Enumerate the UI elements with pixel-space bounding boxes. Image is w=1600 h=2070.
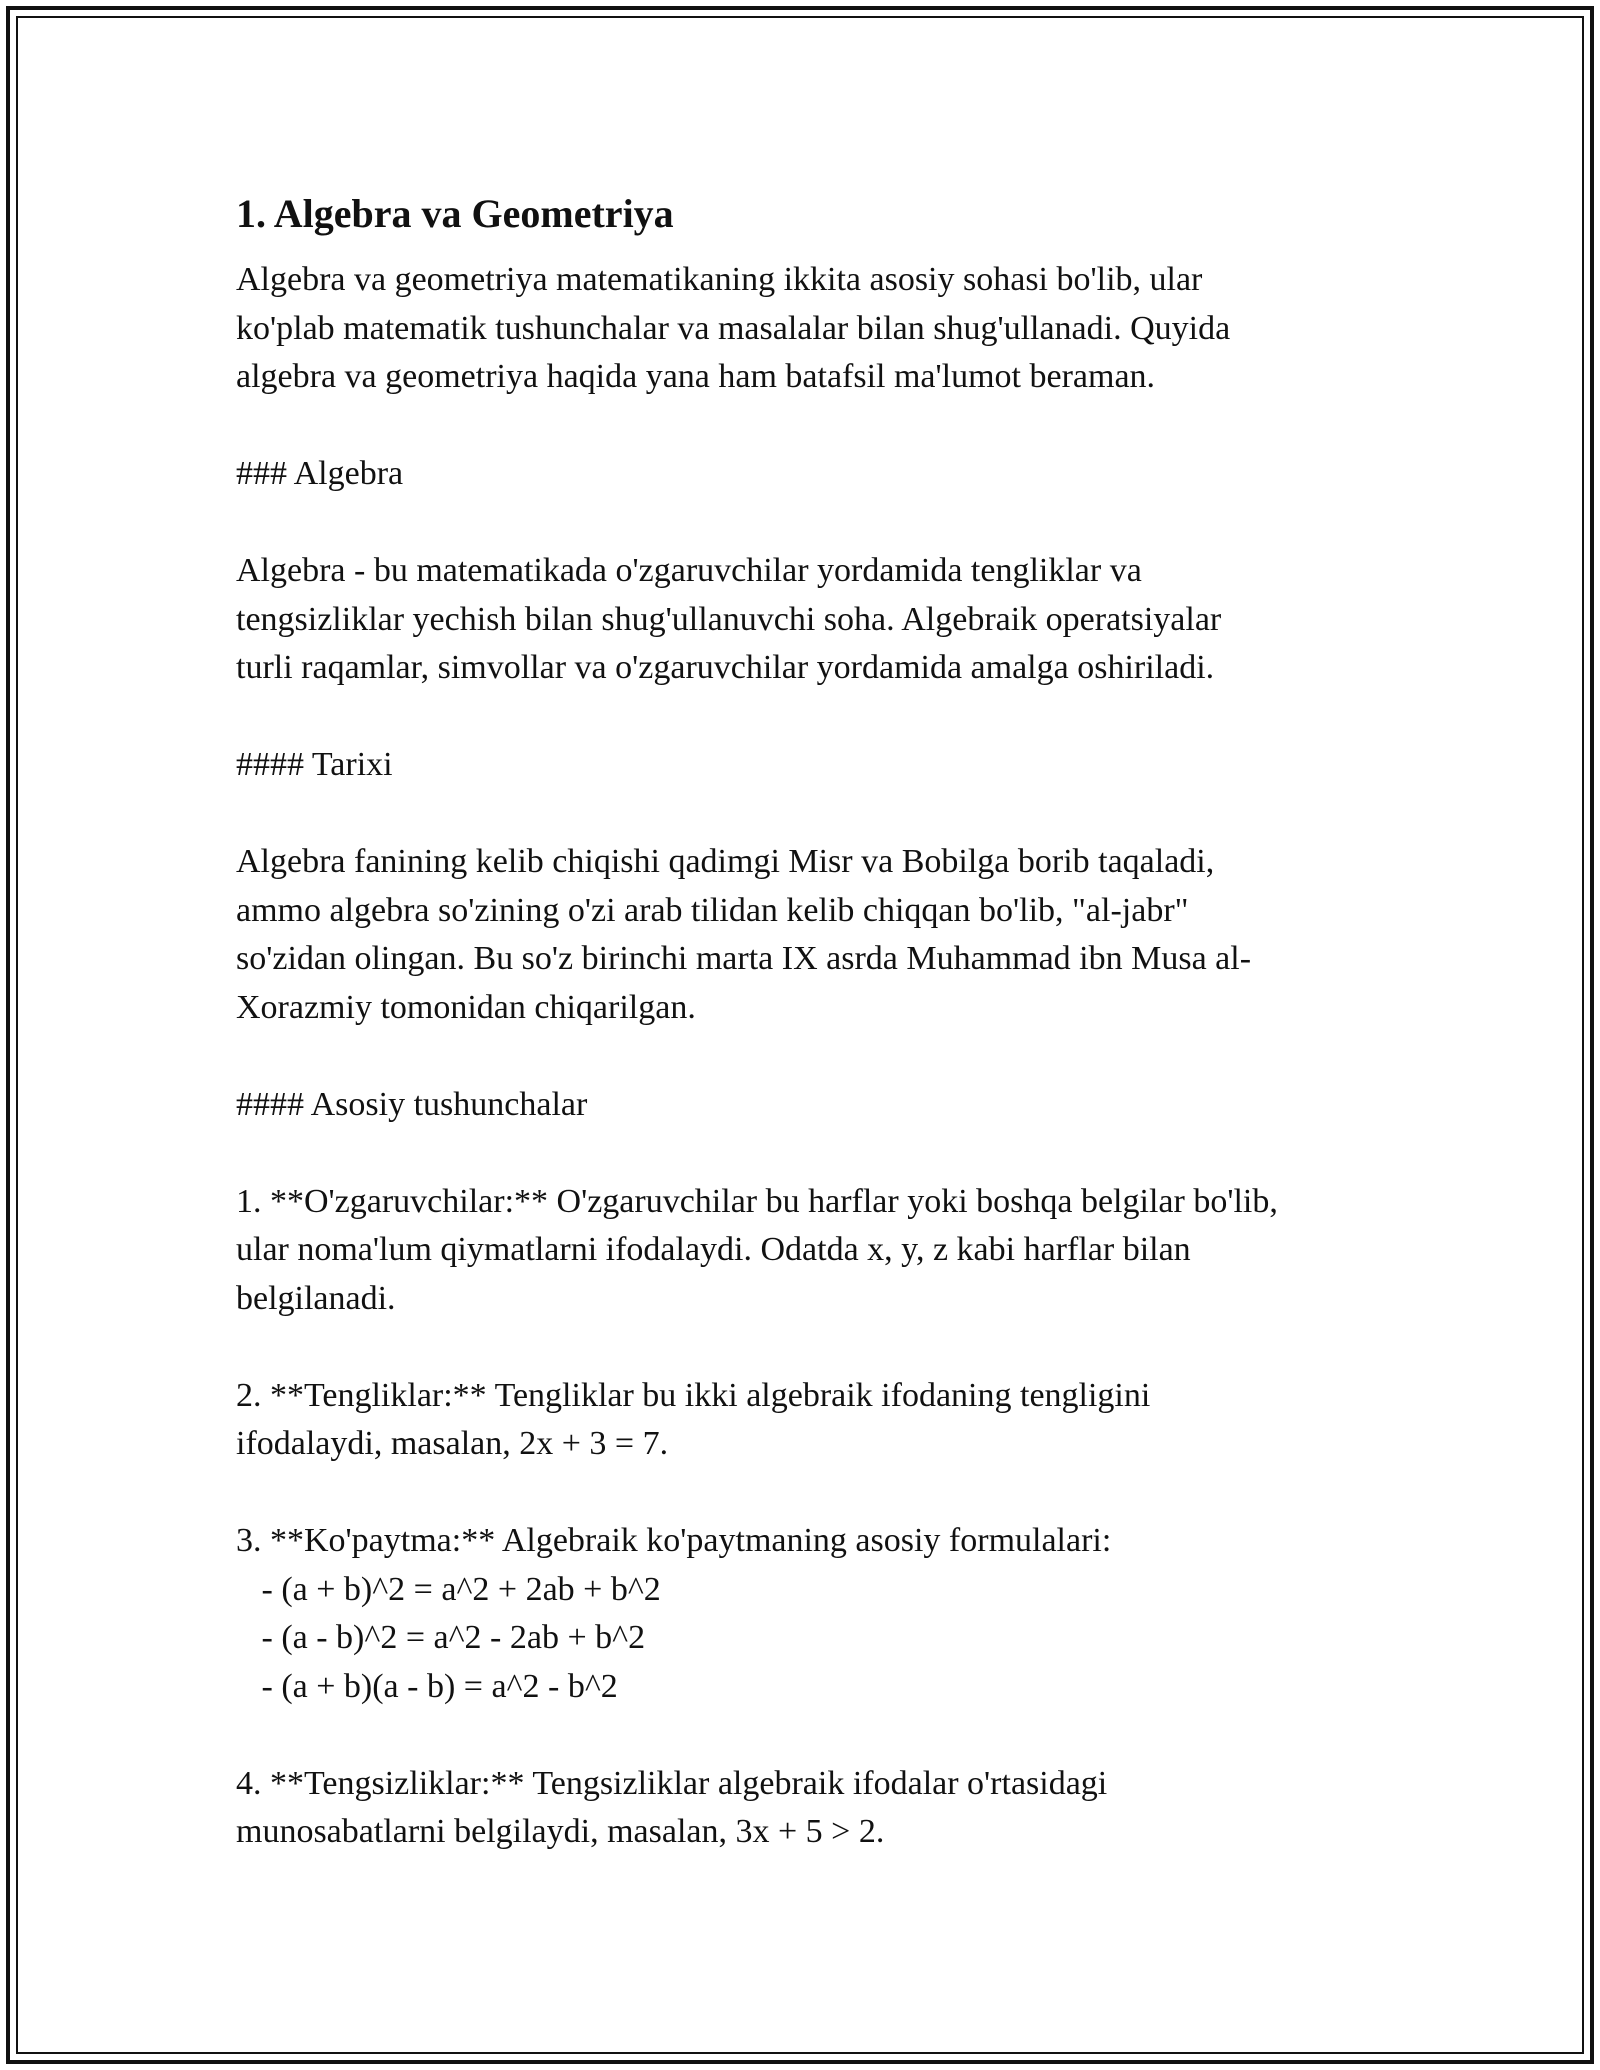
paragraph-gap [236, 1323, 1376, 1372]
subsection-heading-tarixi: #### Tarixi [236, 746, 393, 783]
paragraph-gap [236, 499, 1376, 548]
algebra-definition-paragraph: Algebra - bu matematikada o'zgaruvchilar yordamida tengliklar va tengsizliklar yechish bilan shug'ullanuvchi soha. Algebraik operatsiyalar turli raqamlar, simvollar va o'zgaruvchilar yordamida amalga oshiriladi. [236, 552, 1222, 686]
intro-paragraph: Algebra va geometriya matematikaning ikkita asosiy sohasi bo'lib, ular ko'plab matematik tushunchalar va masalalar bilan shug'ullanadi. Quyida algebra va geometriya haqida yana ham batafsil ma'lumot beraman. [236, 261, 1231, 395]
paragraph-gap [236, 1711, 1376, 1760]
paragraph-gap [236, 693, 1376, 742]
page-title: 1. Algebra va Geometriya [236, 191, 674, 236]
paragraph-gap [236, 402, 1376, 451]
document-body [236, 186, 1376, 1857]
section-heading-algebra: ### Algebra [236, 455, 404, 492]
paragraph-gap [236, 1032, 1376, 1081]
list-item-tengliklar: 2. **Tengliklar:** Tengliklar bu ikki algebraik ifodaning tengligini ifodalaydi, masalan, 2x + 3 = 7. [236, 1376, 1151, 1462]
list-item-kopaytma: 3. **Ko'paytma:** Algebraik ko'paytmaning asosiy formulalari: - (a + b)^2 = a^2 + 2ab + b^2 - (a - b)^2 = a^2 - 2ab + b^2 - (a + b)(a - b) = a^2 - b^2 [236, 1522, 1112, 1705]
paragraph-gap [236, 1469, 1376, 1518]
list-item-tengsizliklar: 4. **Tengsizliklar:** Tengsizliklar algebraik ifodalar o'rtasidagi munosabatlarni belgilaydi, masalan, 3x + 5 > 2. [236, 1764, 1108, 1850]
tarixi-paragraph: Algebra fanining kelib chiqishi qadimgi Misr va Bobilga borib taqaladi, ammo algebra so'zining o'zi arab tilidan kelib chiqqan bo'lib, "al-jabr" so'zidan olingan. Bu so'z birinchi marta IX asrda Muhammad ibn Musa al- Xorazmiy tomonidan chiqarilgan. [236, 843, 1252, 1026]
list-item-ozgaruvchilar: 1. **O'zgaruvchilar:** O'zgaruvchilar bu harflar yoki boshqa belgilar bo'lib, ular noma'lum qiymatlarni ifodalaydi. Odatda x, y, z kabi harflar bilan belgilanadi. [236, 1182, 1278, 1317]
paragraph-gap [236, 1129, 1376, 1178]
subsection-heading-asosiy: #### Asosiy tushunchalar [236, 1085, 588, 1123]
paragraph-gap [236, 790, 1376, 839]
